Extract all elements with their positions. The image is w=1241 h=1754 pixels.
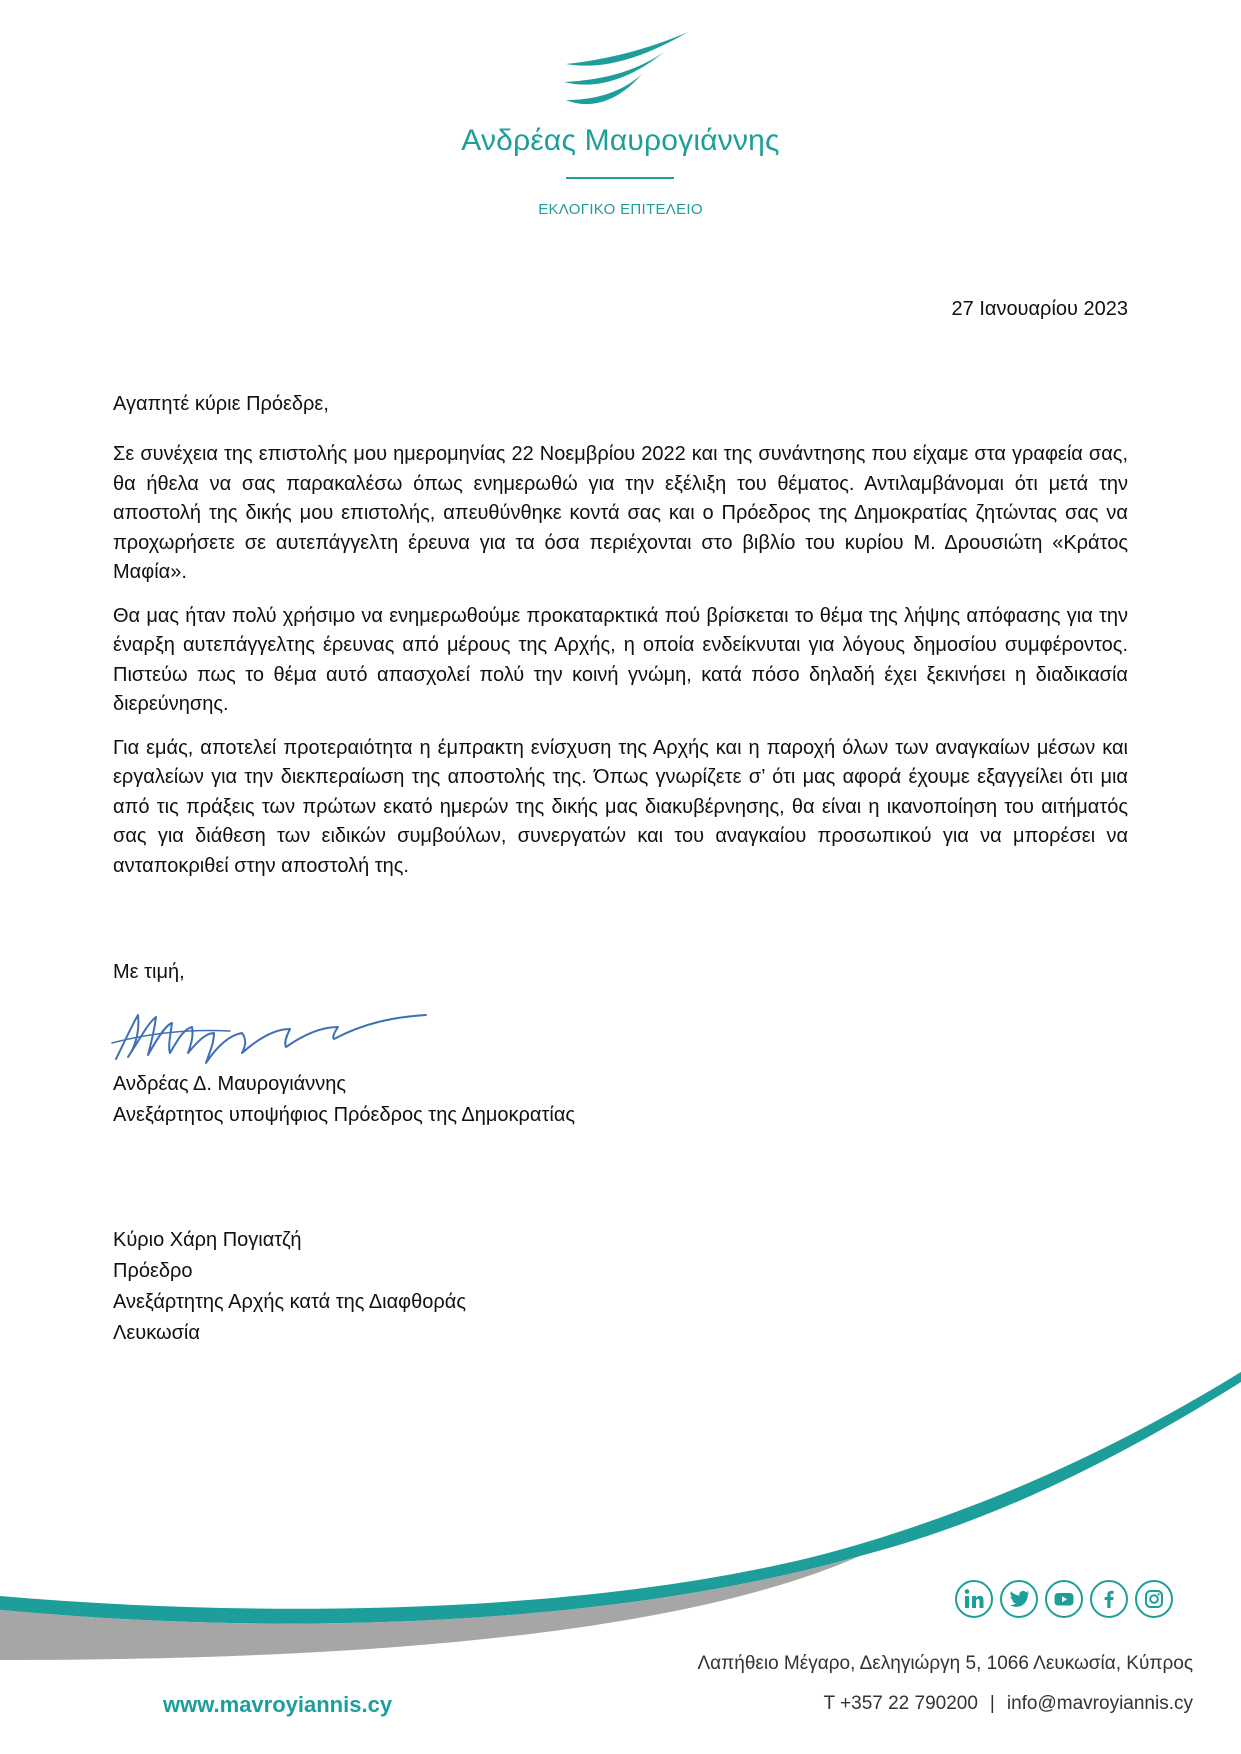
footer-phone: T +357 22 790200	[823, 1693, 978, 1714]
paragraph-3: Για εμάς, αποτελεί προτεραιότητα η έμπρακτη ενίσχυση της Αρχής και η παροχή όλων των αναγκαίων μέσων και εργαλείων για την διεκπεραίωση της αποστολής της. Όπως γνωρίζετε σ’ ότι μας αφορά έχουμε εξαγγείλει ότι μια από τις πράξεις των πρώτων εκατό ημερών της δικής μας διακυβέρνησης, θα είναι η ικανοποίηση του αιτήματός σας για διάθεση των ειδικών συμβούλων, συνεργατών και του αναγκαίου προσωπικού για να μπορέσει να ανταποκριθεί στην αποστολή της.	[113, 736, 1128, 877]
recipient-city: Λευκωσία	[113, 1322, 200, 1344]
salutation: Αγαπητέ κύριε Πρόεδρε,	[113, 393, 329, 415]
paragraph-1: Σε συνέχεια της επιστολής μου ημερομηνίας 22 Νοεμβρίου 2022 και της συνάντησης που είχαμε στα γραφεία σας, θα ήθελα να σας παρακαλέσω όπως ενημερωθώ για την εξέλιξη του θέματος. Αντιλαμβάνομαι ότι μετά την αποστολή της δικής μου επιστολής, απευθύνθηκε κοντά σας και ο Πρόεδρος της Δημοκρατίας ζητώντας σας να προχωρήσετε σε αυτεπάγγελτη έρευνα για τα όσα περιέχονται στο βιβλίο του κυρίου Μ. Δρουσιώτη «Κράτος Μαφία».	[113, 443, 1128, 583]
social-links	[955, 1580, 1173, 1618]
footer-email-link[interactable]: info@mavroyiannis.cy	[1006, 1693, 1193, 1714]
linkedin-icon[interactable]	[955, 1580, 993, 1618]
footer-separator: |	[989, 1693, 995, 1714]
recipient-organization: Ανεξάρτητης Αρχής κατά της Διαφθοράς	[113, 1291, 466, 1313]
signer-name: Ανδρέας Δ. Μαυρογιάννης	[113, 1073, 346, 1095]
brand-name: Ανδρέας Μαυρογιάννης	[461, 124, 780, 157]
brand-divider	[566, 177, 674, 179]
recipient-role: Πρόεδρο	[113, 1260, 193, 1282]
instagram-icon[interactable]	[1135, 1580, 1173, 1618]
closing: Με τιμή,	[113, 961, 185, 983]
footer-address: Λαπήθειο Μέγαρο, Δεληγιώργη 5, 1066 Λευκωσία, Κύπρος	[697, 1653, 1193, 1674]
brand-subtitle: ΕΚΛΟΓΙΚΟ ΕΠΙΤΕΛΕΙΟ	[538, 201, 703, 218]
facebook-icon[interactable]	[1090, 1580, 1128, 1618]
recipient-block	[113, 1225, 466, 1349]
recipient-name: Κύριο Χάρη Πογιατζή	[113, 1229, 302, 1251]
footer-contact	[823, 1693, 1193, 1715]
letter-body	[113, 440, 1128, 895]
footer-website-link[interactable]: www.mavroyiannis.cy	[163, 1692, 393, 1717]
signer-title: Ανεξάρτητος υποψήφιος Πρόεδρος της Δημοκρατίας	[113, 1104, 576, 1126]
brand-logo-mark	[560, 30, 690, 110]
twitter-icon[interactable]	[1000, 1580, 1038, 1618]
signature	[110, 1003, 430, 1067]
paragraph-2: Θα μας ήταν πολύ χρήσιμο να ενημερωθούμε προκαταρκτικά πού βρίσκεται το θέμα της λήψης απόφασης για την έναρξη αυτεπάγγελτης έρευνας από μέρους της Αρχής, η οποία ενδείκνυται για λόγους δημοσίου συμφέροντος. Πιστεύω πως το θέμα αυτό απασχολεί πολύ την κοινή γνώμη, κατά πόσο δηλαδή έχει ξεκινήσει η διαδικασία διερεύνησης.	[113, 604, 1128, 715]
youtube-icon[interactable]	[1045, 1580, 1083, 1618]
letter-date: 27 Ιανουαρίου 2023	[951, 298, 1128, 320]
